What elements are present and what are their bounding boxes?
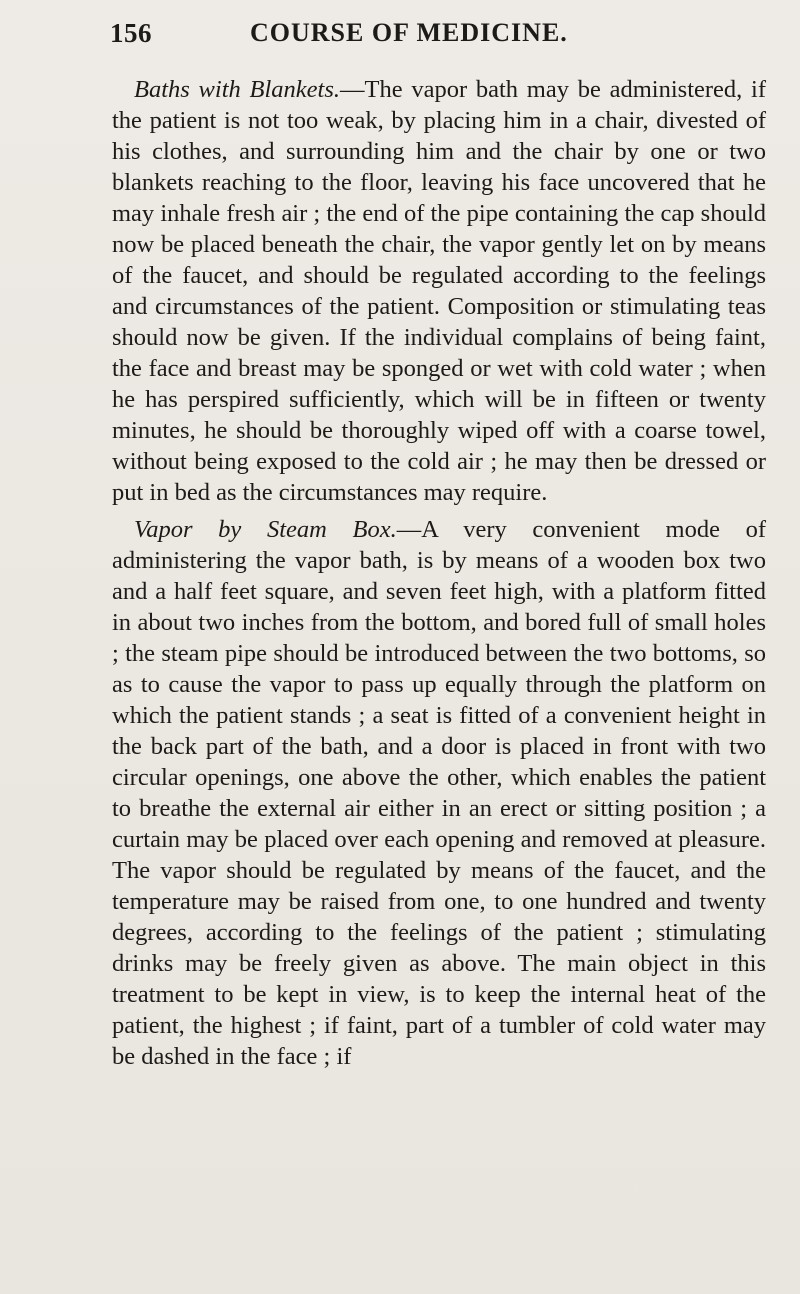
paragraph-heading: Vapor by Steam Box. (134, 516, 397, 543)
running-title: COURSE OF MEDICINE. (250, 18, 568, 47)
paragraph-vapor-by-steam-box (112, 514, 766, 1072)
body-text (112, 74, 766, 1078)
page-header (110, 18, 590, 58)
paragraph-text: —A very convenient mode of administering the vapor bath, is by means of a wooden box two and a half feet square, and seven feet high, with a platform fitted in about two inches from the bottom, and bored full of small holes ; the steam pipe should be introduced between the two bottoms, so as to cause the vapor to pass up equally through the platform on which the patient stands ; a seat is fitted of a convenient height in the back part of the bath, and a door is placed in front with two circular openings, one above the other, which enables the patient to breathe the external air either in an erect or sitting position ; a curtain may be placed over each opening and removed at pleasure. The vapor should be regulated by means of the faucet, and the temperature may be raised from one, to one hundred and twenty degrees, according to the feelings of the patient ; stimulating drinks may be freely given as above. The main object in this treatment to be kept in view, is to keep the internal heat of the patient, the highest ; if faint, part of a tumbler of cold water may be dashed in the face ; if (112, 516, 767, 1070)
paragraph-heading: Baths with Blankets. (134, 76, 340, 103)
page-number: 156 (110, 18, 152, 48)
paragraph-baths-with-blankets (112, 74, 766, 508)
paragraph-text: —The vapor bath may be administered, if the patient is not too weak, by placing him in a chair, divested of his clothes, and surrounding him and the chair by one or two blankets reaching to the floor, leaving his face uncovered that he may inhale fresh air ; the end of the pipe containing the cap should now be placed beneath the chair, the vapor gently let on by means of the faucet, and should be regulated according to the feelings and circumstances of the patient. Composition or stimulating teas should now be given. If the individual complains of being faint, the face and breast may be sponged or wet with cold water ; when he has perspired sufficiently, which will be in fifteen or twenty minutes, he should be thoroughly wiped off with a coarse towel, without being exposed to the cold air ; he may then be dressed or put in bed as the circumstances may require. (112, 76, 766, 506)
